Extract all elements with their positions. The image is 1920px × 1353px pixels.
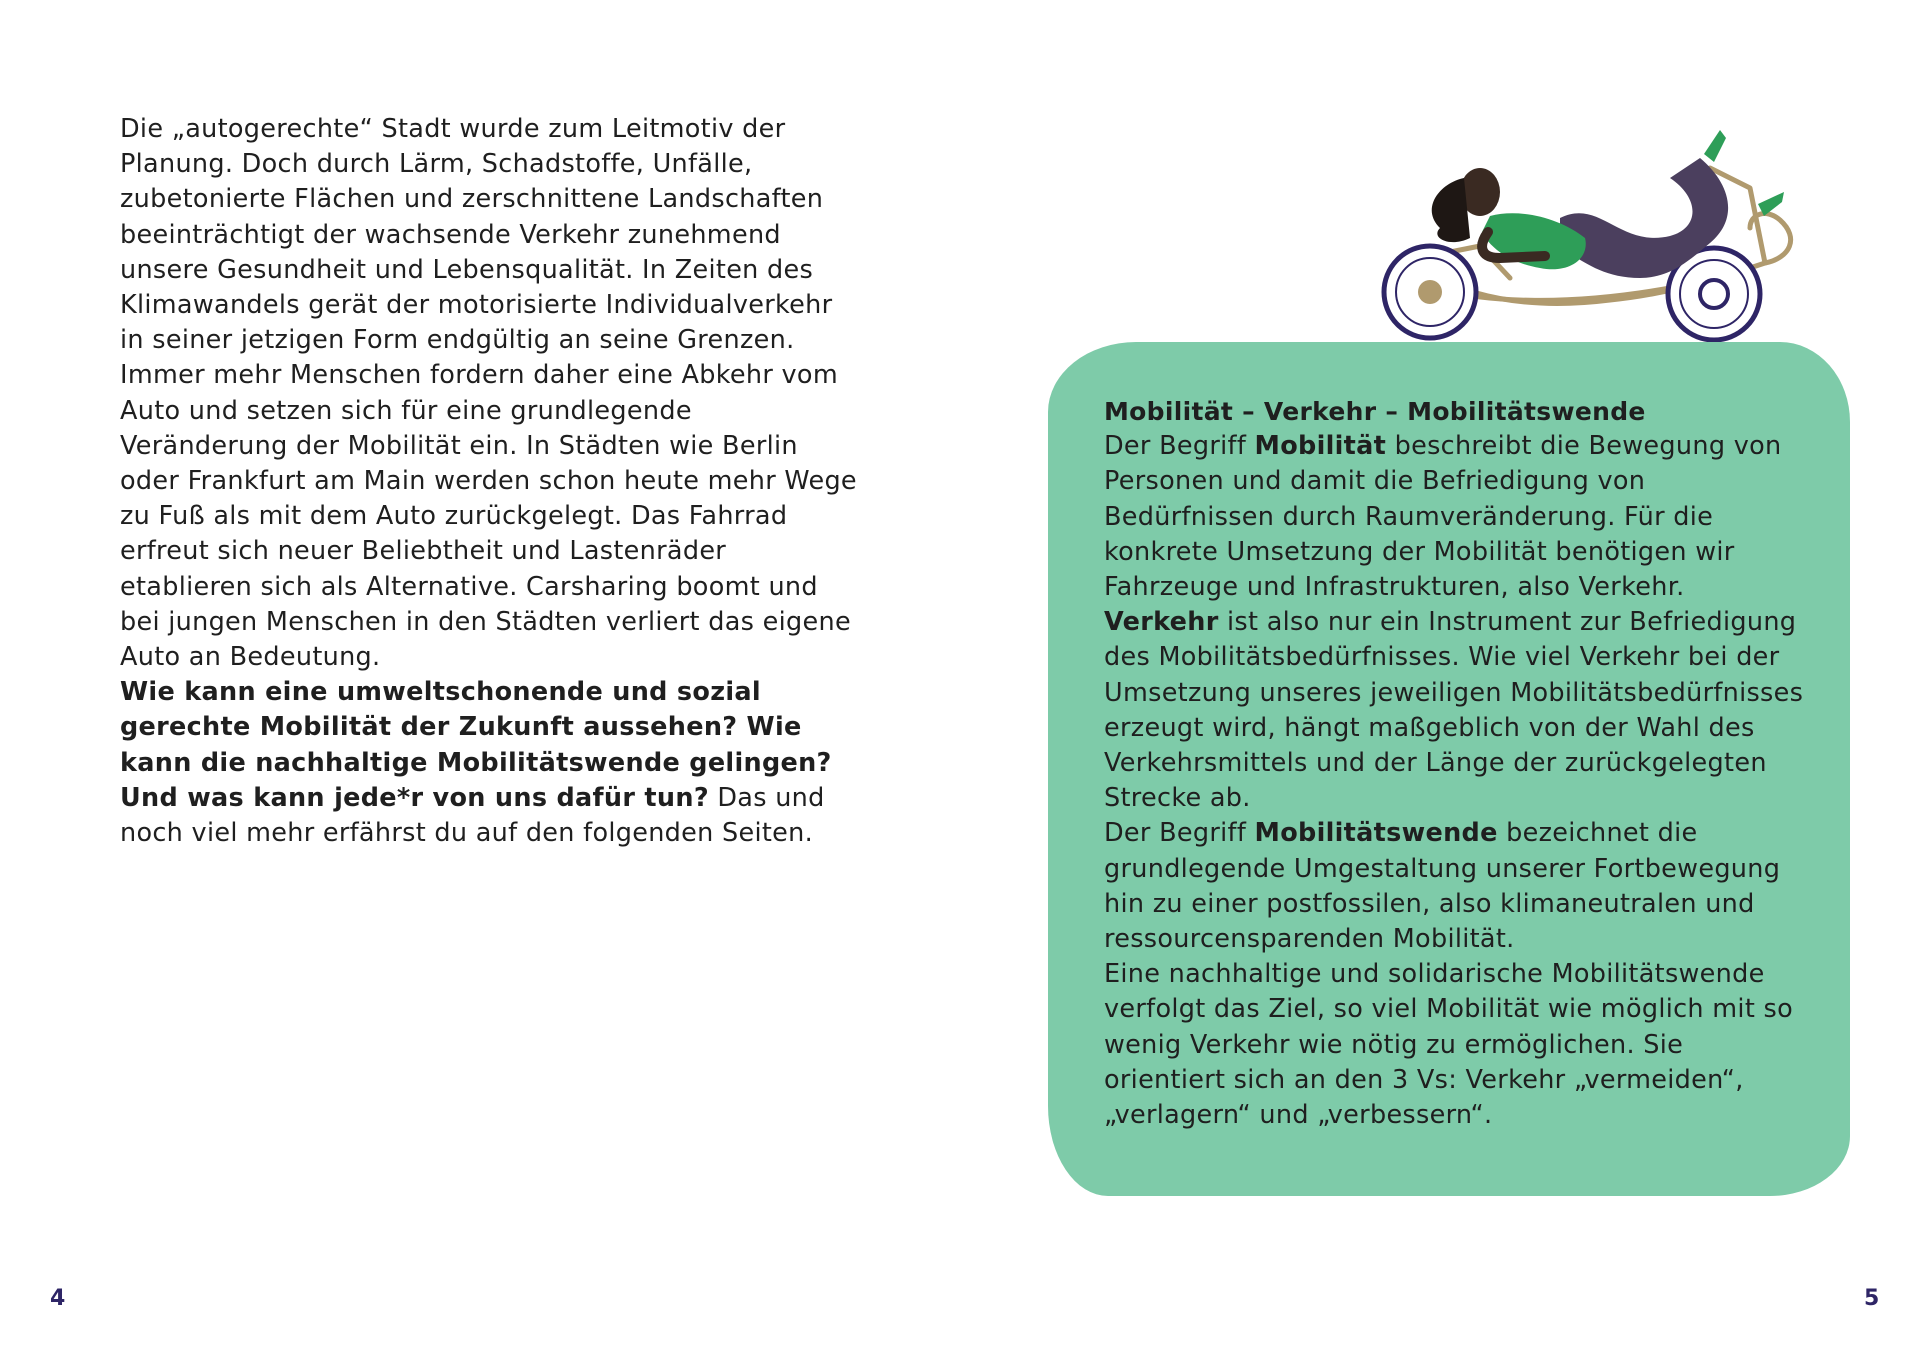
intro-questions: Wie kann eine umweltschonende und sozial gerechte Mobilität der Zukunft aussehen? Wie kann die nachhaltige Mobilitätswende gelingen? Und was kann jede*r von uns dafür tun? [120,677,832,813]
intro-text [120,112,860,851]
definition-paragraph-3vs: Eine nachhaltige und solidarische Mobilitätswende verfolgt das Ziel, so viel Mobilität wie möglich mit so wenig Verkehr wie nötig zu ermöglichen. Sie orientiert sich an den 3 Vs: Verkehr „vermeiden“, „verlagern“ und „verbessern“. [1104,959,1794,1131]
front-wheel-icon [1384,246,1476,338]
definition-paragraph-mobilitaet [1104,429,1804,605]
definition-paragraph-mobilitaetswende [1104,816,1804,957]
page-number-right: 5 [1864,1286,1880,1311]
intro-paragraph-1: Die „autogerechte“ Stadt wurde zum Leitmotiv der Planung. Doch durch Lärm, Schadstoffe, Unfälle, zubetonierte Flächen und zerschnittene Landschaften beeinträchtigt der wachsende Verkehr zunehmend unsere Gesundheit und Lebensqualität. In Zeiten des Klimawandels gerät der motorisierte Individualverkehr in seiner jetzigen Form endgültig an seine Grenzen. [120,114,833,356]
definition-p3-pre: Der Begriff [1104,818,1255,849]
definition-content [1104,394,1804,1133]
definition-paragraph-verkehr [1104,605,1804,816]
definition-p2-post: ist also nur ein Instrument zur Befriedigung des Mobilitätsbedürfnisses. Wie viel Verkehr bei der Umsetzung unseres jeweiligen Mobilitätsbedürfnisses erzeugt wird, hängt maßgeblich von der Wahl des Verkehrsmittels und der Länge der zurückgelegten Strecke ab. [1104,607,1804,814]
term-verkehr: Verkehr [1104,607,1219,638]
page-number-left: 4 [50,1286,66,1311]
term-mobilitaet: Mobilität [1254,431,1387,462]
definition-p1-post: beschreibt die Bewegung von Personen und damit die Befriedigung von Bedürfnissen durch Raumveränderung. Für die konkrete Umsetzung der Mobilität benötigen wir Fahrzeuge und Infrastrukturen, also Verkehr. [1104,431,1782,603]
intro-paragraph-2: Immer mehr Menschen fordern daher eine Abkehr vom Auto und setzen sich für eine grundlegende Veränderung der Mobilität ein. In Städten wie Berlin oder Frankfurt am Main werden schon heute mehr Wege zu Fuß als mit dem Auto zurückgelegt. Das Fahrrad erfreut sich neuer Beliebtheit und Lastenräder etablieren sich als Alternative. Carsharing boomt und bei jungen Menschen in den Städten verliert das eigene Auto an Bedeutung. [120,360,857,673]
definition-p3-post: bezeichnet die grundlegende Umgestaltung unserer Fortbewegung hin zu einer postfossilen, also klimaneutralen und ressourcensparenden Mobilität. [1104,818,1781,955]
definition-p1-pre: Der Begriff [1104,431,1255,462]
term-mobilitaetswende: Mobilitätswende [1254,818,1498,849]
recumbent-vehicle-person-icon [1370,128,1830,356]
intro-paragraph-3 [120,675,860,851]
intro-outro: Das und noch viel mehr erfährst du auf den folgenden Seiten. [120,782,825,849]
definition-title: Mobilität – Verkehr – Mobilitätswende [1104,397,1646,426]
